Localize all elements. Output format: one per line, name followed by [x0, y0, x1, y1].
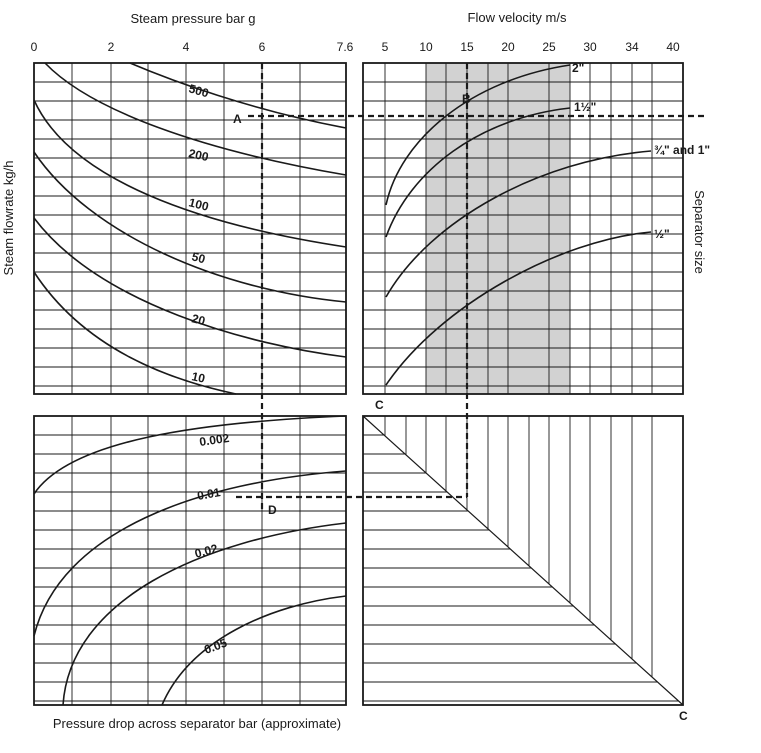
velocity-tick-34: 34 — [625, 40, 639, 54]
separator-size-axis-title: Separator size — [692, 190, 707, 274]
pressure-tick-2: 2 — [107, 40, 115, 54]
velocity-tick-labels — [382, 40, 680, 54]
pressure-drop-label-0-002: 0.002 — [198, 430, 231, 449]
flowrate-curve-50 — [34, 152, 346, 302]
pressure-tick-4: 4 — [182, 40, 190, 54]
steam-flowrate-axis-title: Steam flowrate kg/h — [1, 160, 16, 276]
velocity-tick-5: 5 — [381, 40, 389, 54]
steam-pressure-axis-title: Steam pressure bar g — [130, 11, 256, 26]
velocity-tick-15: 15 — [460, 40, 474, 54]
flowrate-curve-label-200: 200 — [187, 146, 210, 165]
flowrate-curve-label-10: 10 — [190, 369, 207, 386]
transfer-diagonal — [363, 416, 683, 705]
pressure-drop-panel — [34, 416, 346, 705]
steam-pressure-panel-border — [34, 63, 346, 394]
separator-size-label-1-5in: 1½" — [574, 100, 597, 114]
separator-size-label-0-75-1in: ¾" and 1" — [654, 143, 711, 157]
pressure-drop-curve-0-01 — [34, 471, 346, 636]
pressure-tick-0: 0 — [30, 40, 38, 54]
flowrate-curve-label-50: 50 — [190, 249, 207, 267]
velocity-tick-30: 30 — [583, 40, 597, 54]
steam-pressure-grid — [34, 63, 346, 394]
steam-pressure-panel — [34, 63, 346, 394]
pressure-drop-label-0-02: 0.02 — [193, 541, 220, 561]
point-label-b: B — [462, 92, 471, 106]
velocity-tick-40: 40 — [666, 40, 680, 54]
flowrate-curve-10 — [34, 272, 236, 394]
separator-size-label-2in: 2" — [572, 61, 585, 75]
velocity-tick-20: 20 — [501, 40, 515, 54]
pressure-drop-axis-title: Pressure drop across separator bar (approximate) — [52, 716, 342, 731]
point-label-c-bottom: C — [679, 709, 688, 723]
flowrate-curve-label-20: 20 — [190, 311, 207, 329]
point-label-c-top: C — [375, 398, 384, 412]
pressure-tick-labels — [31, 40, 354, 54]
pressure-drop-curve-0-002 — [34, 416, 346, 494]
pressure-drop-curve-0-05 — [162, 596, 346, 705]
transfer-panel — [363, 416, 683, 705]
separator-size-label-0-5in: ½" — [654, 227, 670, 241]
point-label-d: D — [268, 503, 277, 517]
pressure-drop-label-0-01: 0.01 — [196, 485, 222, 503]
velocity-tick-10: 10 — [419, 40, 433, 54]
point-label-a: A — [233, 112, 242, 126]
pressure-drop-label-0-05: 0.05 — [202, 635, 229, 657]
velocity-tick-25: 25 — [542, 40, 556, 54]
flowrate-curve-100 — [34, 100, 346, 247]
pressure-tick-6: 6 — [258, 40, 266, 54]
flow-velocity-panel — [363, 61, 710, 394]
flowrate-curve-label-500: 500 — [187, 81, 211, 101]
flowrate-curve-label-100: 100 — [187, 195, 211, 214]
pressure-tick-7-6: 7.6 — [336, 40, 354, 54]
flow-velocity-axis-title: Flow velocity m/s — [467, 10, 567, 25]
